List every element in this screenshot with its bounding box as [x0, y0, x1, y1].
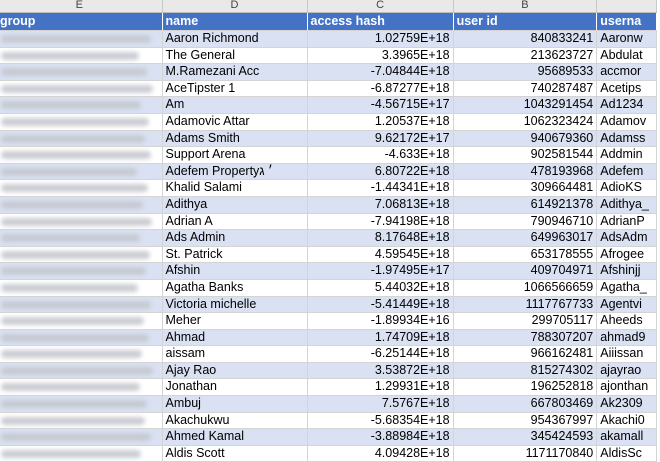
cell-name[interactable]: The General	[162, 47, 307, 64]
cell-user-id[interactable]: 740287487	[453, 80, 597, 97]
cell-group-redacted[interactable]	[0, 346, 162, 363]
cell-group-redacted[interactable]	[0, 445, 162, 462]
cell-username[interactable]: akamall	[597, 429, 657, 446]
cell-username[interactable]: AdsAdm	[597, 230, 657, 247]
cell-access-hash[interactable]: 1.20537E+18	[307, 113, 453, 130]
cell-user-id[interactable]: 1171170840	[453, 445, 597, 462]
cell-user-id[interactable]: 667803469	[453, 396, 597, 413]
cell-user-id[interactable]: 940679360	[453, 130, 597, 147]
cell-group-redacted[interactable]	[0, 296, 162, 313]
cell-user-id[interactable]: 213623727	[453, 47, 597, 64]
header-access-hash[interactable]: access hash	[307, 13, 453, 31]
redaction-blur	[1, 433, 151, 441]
cell-name[interactable]: Adams Smith	[162, 130, 307, 147]
table-row	[0, 246, 657, 263]
cell-group-redacted[interactable]	[0, 329, 162, 346]
cell-user-id[interactable]: 1117767733	[453, 296, 597, 313]
cell-access-hash[interactable]: -7.04844E+18	[307, 64, 453, 81]
cell-name[interactable]: Ads Admin	[162, 230, 307, 247]
cell-username[interactable]: Addmin	[597, 147, 657, 164]
cell-username[interactable]: Ad1234	[597, 97, 657, 114]
cell-user-id[interactable]: 409704971	[453, 263, 597, 280]
header-user-id[interactable]: user id	[453, 13, 597, 31]
cell-group-redacted[interactable]	[0, 313, 162, 330]
redaction-blur	[1, 201, 143, 209]
cell-username[interactable]: AdrianP	[597, 213, 657, 230]
cell-username[interactable]: Adefem	[597, 163, 657, 180]
cell-username[interactable]: Acetips	[597, 80, 657, 97]
cell-name[interactable]: Adrian A	[162, 213, 307, 230]
cell-user-id[interactable]: 815274302	[453, 362, 597, 379]
cell-access-hash[interactable]: -5.68354E+18	[307, 412, 453, 429]
column-letter-a[interactable]	[597, 0, 657, 13]
column-letter-e[interactable]: E	[0, 0, 162, 13]
redaction-blur	[1, 184, 148, 192]
redaction-blur	[1, 317, 144, 325]
cell-name[interactable]: M.Ramezani Acc	[162, 64, 307, 81]
redaction-blur	[1, 350, 142, 358]
cell-name[interactable]: Victoria michelle	[162, 296, 307, 313]
cell-user-id[interactable]: 840833241	[453, 31, 597, 48]
cell-group-redacted[interactable]	[0, 246, 162, 263]
cell-access-hash[interactable]: -1.89934E+16	[307, 313, 453, 330]
cell-name[interactable]: AceTipster 1	[162, 80, 307, 97]
redaction-blur	[1, 85, 153, 93]
cell-group-redacted[interactable]	[0, 412, 162, 429]
table-row	[0, 163, 657, 180]
cell-username[interactable]: Agatha_	[597, 279, 657, 296]
cell-username[interactable]: ajayrao	[597, 362, 657, 379]
cell-access-hash[interactable]: 9.62172E+17	[307, 130, 453, 147]
cell-user-id[interactable]: 902581544	[453, 147, 597, 164]
redaction-blur	[1, 383, 140, 391]
cell-group-redacted[interactable]	[0, 163, 162, 180]
header-group[interactable]: group	[0, 13, 162, 31]
table-row	[0, 31, 657, 48]
cell-user-id[interactable]: 196252818	[453, 379, 597, 396]
redaction-blur	[1, 400, 147, 408]
cell-username[interactable]: Aiiissan	[597, 346, 657, 363]
cell-name[interactable]: aissam	[162, 346, 307, 363]
cell-access-hash[interactable]: 1.29931E+18	[307, 379, 453, 396]
cell-group-redacted[interactable]	[0, 429, 162, 446]
cell-user-id[interactable]: 790946710	[453, 213, 597, 230]
table-row	[0, 263, 657, 280]
cell-user-id[interactable]: 345424593	[453, 429, 597, 446]
column-letter-b[interactable]: B	[453, 0, 597, 13]
redaction-blur	[1, 251, 150, 259]
cell-username[interactable]: Agentvi	[597, 296, 657, 313]
table-row	[0, 97, 657, 114]
redaction-blur	[1, 267, 146, 275]
cell-name[interactable]: St. Patrick	[162, 246, 307, 263]
cell-username[interactable]: AdioKS	[597, 180, 657, 197]
cell-username[interactable]: Afrogee	[597, 246, 657, 263]
cell-user-id[interactable]: 614921378	[453, 196, 597, 213]
cell-access-hash[interactable]: 5.44032E+18	[307, 279, 453, 296]
redaction-blur	[1, 417, 145, 425]
column-letter-c[interactable]: C	[307, 0, 453, 13]
cell-user-id[interactable]: 649963017	[453, 230, 597, 247]
table-row	[0, 313, 657, 330]
table-row	[0, 113, 657, 130]
cell-access-hash[interactable]: 7.06813E+18	[307, 196, 453, 213]
table-row	[0, 213, 657, 230]
cell-access-hash[interactable]: 4.59545E+18	[307, 246, 453, 263]
cell-access-hash[interactable]: 7.5767E+18	[307, 396, 453, 413]
cell-name[interactable]: Aaron Richmond	[162, 31, 307, 48]
cell-group-redacted[interactable]	[0, 230, 162, 247]
cell-access-hash[interactable]: -6.87277E+18	[307, 80, 453, 97]
table-row	[0, 362, 657, 379]
cell-access-hash[interactable]: -6.25144E+18	[307, 346, 453, 363]
table-row	[0, 64, 657, 81]
cell-username[interactable]: Adamov	[597, 113, 657, 130]
redaction-blur	[1, 35, 151, 43]
cell-access-hash[interactable]: 1.02759E+18	[307, 31, 453, 48]
cell-access-hash[interactable]: 3.53872E+18	[307, 362, 453, 379]
cell-user-id[interactable]: 95689533	[453, 64, 597, 81]
cell-group-redacted[interactable]	[0, 64, 162, 81]
cell-group-redacted[interactable]	[0, 47, 162, 64]
cell-username[interactable]: Adamss	[597, 130, 657, 147]
cell-access-hash[interactable]: -3.88984E+18	[307, 429, 453, 446]
table-row	[0, 80, 657, 97]
cell-username[interactable]: ahmad9	[597, 329, 657, 346]
cell-access-hash[interactable]: -4.633E+18	[307, 147, 453, 164]
cell-user-id[interactable]: 1062323424	[453, 113, 597, 130]
cell-group-redacted[interactable]	[0, 180, 162, 197]
column-letter-d[interactable]: D	[162, 0, 307, 13]
cell-user-id[interactable]: 309664481	[453, 180, 597, 197]
cell-user-id[interactable]: 954367997	[453, 412, 597, 429]
table-row	[0, 396, 657, 413]
cell-username[interactable]: Ak2309	[597, 396, 657, 413]
redaction-blur	[1, 218, 152, 226]
cell-user-id[interactable]: 788307207	[453, 329, 597, 346]
cell-username[interactable]: Akachi0	[597, 412, 657, 429]
cell-user-id[interactable]: 1043291454	[453, 97, 597, 114]
cell-user-id[interactable]: 966162481	[453, 346, 597, 363]
cell-name[interactable]: Am	[162, 97, 307, 114]
redaction-blur	[1, 367, 153, 375]
cell-access-hash[interactable]: -5.41449E+18	[307, 296, 453, 313]
cell-user-id[interactable]: 653178555	[453, 246, 597, 263]
cell-name[interactable]: Ambuj	[162, 396, 307, 413]
cell-username[interactable]: Afshinjj	[597, 263, 657, 280]
redaction-blur	[1, 234, 140, 242]
cell-name[interactable]: Jonathan	[162, 379, 307, 396]
cell-name[interactable]: Ajay Rao	[162, 362, 307, 379]
cell-name[interactable]: Adefem Property׳ ג	[162, 163, 307, 180]
cell-group-redacted[interactable]	[0, 279, 162, 296]
table-header-row	[0, 13, 657, 31]
cell-access-hash[interactable]: -7.94198E+18	[307, 213, 453, 230]
cell-access-hash[interactable]: 8.17648E+18	[307, 230, 453, 247]
cell-name[interactable]: Ahmed Kamal	[162, 429, 307, 446]
cell-group-redacted[interactable]	[0, 97, 162, 114]
cell-user-id[interactable]: 1066566659	[453, 279, 597, 296]
table-row	[0, 147, 657, 164]
cell-group-redacted[interactable]	[0, 80, 162, 97]
cell-group-redacted[interactable]	[0, 147, 162, 164]
cell-access-hash[interactable]: 3.3965E+18	[307, 47, 453, 64]
table-row	[0, 130, 657, 147]
table-row	[0, 296, 657, 313]
table-row	[0, 412, 657, 429]
redaction-blur	[1, 151, 151, 159]
cell-name[interactable]: Khalid Salami	[162, 180, 307, 197]
header-name[interactable]: name	[162, 13, 307, 31]
table-row	[0, 196, 657, 213]
table-row	[0, 180, 657, 197]
cell-name[interactable]: Support Arena	[162, 147, 307, 164]
cell-group-redacted[interactable]	[0, 396, 162, 413]
redaction-blur	[1, 450, 141, 458]
cell-name[interactable]: Ahmad	[162, 329, 307, 346]
redaction-blur	[1, 118, 149, 126]
table-row	[0, 279, 657, 296]
cell-username[interactable]: Aaronw	[597, 31, 657, 48]
cell-username[interactable]: Abdulat	[597, 47, 657, 64]
cell-user-id[interactable]: 478193968	[453, 163, 597, 180]
cell-name[interactable]: Aldis Scott	[162, 445, 307, 462]
cell-name[interactable]: Adamovic Attar	[162, 113, 307, 130]
cell-access-hash[interactable]: 4.09428E+18	[307, 445, 453, 462]
table-row	[0, 429, 657, 446]
redaction-blur	[1, 68, 147, 76]
cell-username[interactable]: accmor	[597, 64, 657, 81]
cell-group-redacted[interactable]	[0, 379, 162, 396]
table-row	[0, 329, 657, 346]
cell-access-hash[interactable]: -1.97495E+17	[307, 263, 453, 280]
cell-access-hash[interactable]: 1.74709E+18	[307, 329, 453, 346]
cell-username[interactable]: Aheeds	[597, 313, 657, 330]
redaction-blur	[1, 301, 151, 309]
table-row	[0, 47, 657, 64]
column-letter-bar	[0, 0, 657, 13]
cell-group-redacted[interactable]	[0, 213, 162, 230]
redaction-blur	[1, 101, 141, 109]
cell-username[interactable]: ajonthan	[597, 379, 657, 396]
table-row	[0, 230, 657, 247]
redaction-blur	[1, 135, 145, 143]
cell-group-redacted[interactable]	[0, 130, 162, 147]
cell-name[interactable]: Agatha Banks	[162, 279, 307, 296]
cell-access-hash[interactable]: 6.80722E+18	[307, 163, 453, 180]
cell-name[interactable]: Meher	[162, 313, 307, 330]
cell-name[interactable]: Afshin	[162, 263, 307, 280]
cell-group-redacted[interactable]	[0, 263, 162, 280]
header-username[interactable]: userna	[597, 13, 657, 31]
table-row	[0, 346, 657, 363]
cell-access-hash[interactable]: -1.44341E+18	[307, 180, 453, 197]
table-row	[0, 379, 657, 396]
cell-name[interactable]: Adithya	[162, 196, 307, 213]
cell-access-hash[interactable]: -4.56715E+17	[307, 97, 453, 114]
redaction-blur	[1, 52, 139, 60]
cell-user-id[interactable]: 299705117	[453, 313, 597, 330]
redaction-blur	[1, 168, 137, 176]
cell-group-redacted[interactable]	[0, 31, 162, 48]
cell-username[interactable]: AldisSc	[597, 445, 657, 462]
redaction-blur	[1, 284, 138, 292]
redaction-blur	[1, 334, 149, 342]
cell-name[interactable]: Akachukwu	[162, 412, 307, 429]
table-row	[0, 445, 657, 462]
cell-group-redacted[interactable]	[0, 362, 162, 379]
cell-username[interactable]: Adithya_	[597, 196, 657, 213]
cell-group-redacted[interactable]	[0, 113, 162, 130]
cell-group-redacted[interactable]	[0, 196, 162, 213]
